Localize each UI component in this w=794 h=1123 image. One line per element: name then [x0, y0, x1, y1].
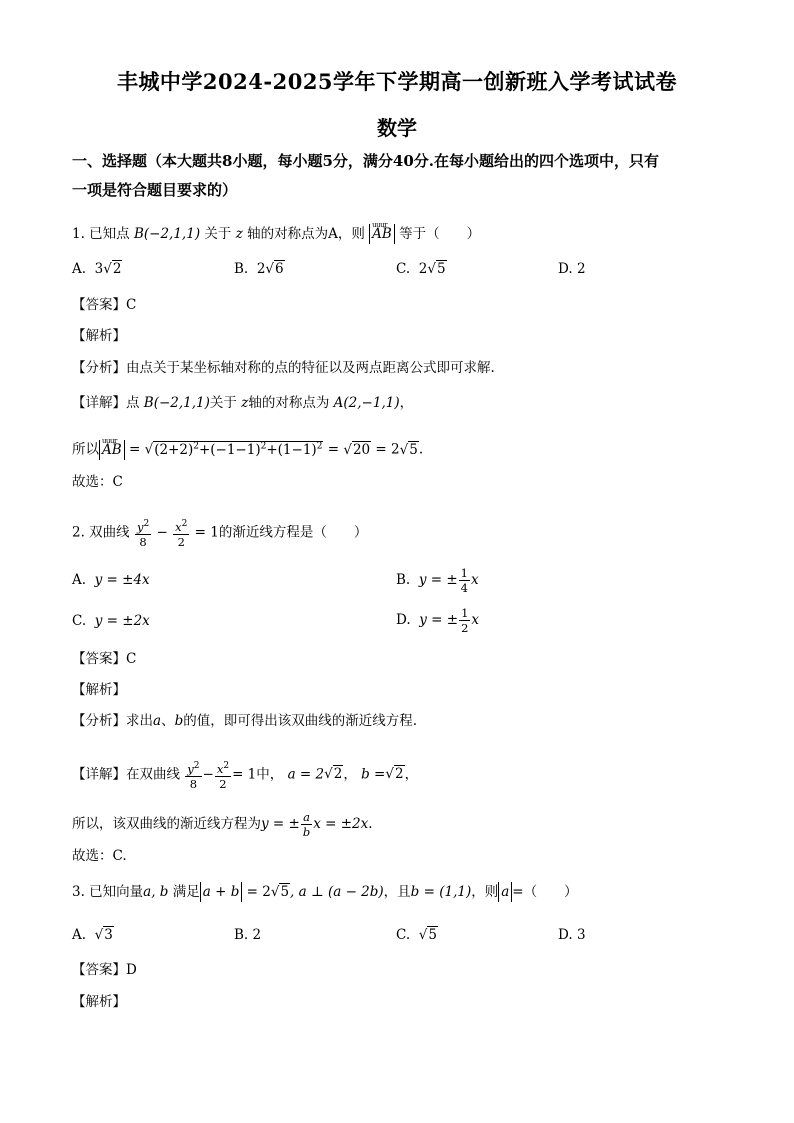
q3-option-c-letter: C.	[396, 927, 411, 943]
q2-option-a-letter: A.	[72, 572, 87, 588]
q1-mid2: 轴的对称点为A，则	[247, 226, 365, 242]
q2-xj-eq-8: 8	[189, 776, 198, 791]
q3-option-d	[558, 925, 586, 945]
q2-option-d-post: x	[471, 612, 480, 628]
q3-cond1b: = 2	[246, 884, 271, 900]
q1-prefix: 1. 已知点	[72, 226, 130, 242]
q1-option-b-coef: 2	[256, 261, 266, 277]
q2-xj-b: b =	[361, 766, 386, 783]
q2-eq-8: 8	[139, 534, 147, 549]
q2-xj-a: a = 2	[287, 766, 325, 783]
q2-analysis-label: 【解析】	[72, 682, 126, 698]
q1-answer-value: C	[126, 297, 137, 313]
q2-xiangjie: 【详解】在双曲线 $\frac{y^2}{8}$ − $\frac{x^2}{2}$ = 1中， a = 2√2， b =√2，	[72, 761, 419, 791]
q2-option-d-letter: D.	[396, 612, 411, 628]
q3-answer-label: 【答案】	[72, 962, 126, 978]
q1-option-b: B. 2√6	[234, 261, 284, 277]
q3-cond3: b = (1,1)	[410, 884, 472, 900]
q2-option-b-den: 4	[460, 581, 468, 595]
q1-choice: 故选：C	[72, 474, 123, 490]
q3-prefix: 3. 已知向量	[72, 884, 144, 900]
q2-option-d-num: 1	[461, 606, 469, 620]
q3-option-d-text: 3	[576, 927, 586, 943]
q2-fenxi-sep: 、	[161, 713, 175, 729]
q1-calc-term2: +(−1−1)	[198, 441, 261, 458]
q2-answer-label: 【答案】	[72, 651, 126, 667]
q3-cond2: , a ⊥ (a − 2b)	[290, 884, 384, 900]
q2-fenxi-label: 【分析】	[72, 713, 126, 729]
q2-fenxi-b: 的值，即可得出该双曲线的渐近线方程.	[183, 713, 418, 729]
q3-option-b-letter: B.	[234, 927, 249, 943]
q2-option-c-letter: C.	[72, 613, 87, 629]
section-heading	[72, 147, 732, 205]
q1-vector-ab: uuur AB	[372, 224, 392, 244]
q1-xj3: 轴的对称点为	[248, 395, 330, 411]
q2-fenxi-a: 求出	[126, 713, 153, 729]
q1-xiangjie-label: 【详解】	[72, 395, 126, 411]
q1-xj-axis: z	[241, 395, 249, 411]
q2-option-b-post: x	[470, 572, 479, 588]
q2-xj-comma: ，	[343, 766, 357, 783]
q3-option-b-text: 2	[252, 927, 262, 943]
q1-calc-sqrt5: 5	[409, 441, 418, 458]
q1-axis: z	[235, 226, 243, 242]
q2-option-b-letter: B.	[396, 572, 411, 588]
q2-eq-rhs: = 1	[194, 524, 219, 541]
q2-xj-eq-rhs: = 1	[232, 766, 257, 783]
q2-stem: 2. 双曲线 $\frac{y^2}{8}$ − $\frac{x^2}{2}$ = 1的渐近线方程是（ ）	[72, 519, 368, 549]
q1-option-d-text: 2	[576, 261, 586, 277]
q1-so: 所以	[72, 441, 99, 458]
q1-calc-sqrt20: 20	[352, 441, 371, 458]
q1-option-d-letter: D.	[558, 261, 573, 277]
q2-so-text: 所以，该双曲线的渐近线方程为	[72, 816, 261, 832]
q1-option-d	[558, 259, 586, 279]
q1-option-c-rad: 5	[436, 261, 446, 277]
q2-suffix: 的渐近线方程是（ ）	[218, 524, 368, 541]
q3-mid3: ，则	[471, 884, 499, 900]
q2-eq-x: x	[175, 519, 182, 534]
section-heading-line2: 一项是符合题目要求的）	[72, 181, 238, 199]
q1-mid: 关于	[204, 226, 232, 242]
q2-so	[72, 810, 373, 839]
q3-target: a	[501, 884, 510, 900]
exam-title: 丰城中学2024-2025学年下学期高一创新班入学考试试卷	[116, 69, 678, 94]
q1-fenxi	[72, 358, 495, 378]
q3-option-a-letter: A.	[72, 927, 87, 943]
q1-option-a-coef: 3	[94, 261, 104, 277]
q1-option-b-letter: B.	[234, 261, 249, 277]
q2-option-c-text: y = ±2x	[94, 613, 150, 629]
q1-fenxi-label: 【分析】	[72, 360, 126, 376]
q1-xj4: ，	[399, 395, 414, 411]
q1-option-c-letter: C.	[396, 261, 411, 277]
q2-option-a-text: y = ±4x	[94, 572, 150, 588]
q2-xj-eq-2: 2	[219, 776, 227, 791]
q2-xj-eq-y: y	[187, 761, 194, 776]
q2-fenxi-var-a: a	[153, 713, 162, 729]
q1-answer-label: 【答案】	[72, 297, 126, 313]
q2-fenxi	[72, 711, 417, 731]
q2-option-b-pre: y = ±	[418, 572, 458, 588]
q1-calc: 所以uuur AB = $√(2+2)^2+(-1-1)^2+(1-1)^2 = √20 = 2√5$.	[72, 436, 423, 460]
q3-stem: 3. 已知向量a, b 满足 a + b = 2√5, a ⊥ (a − 2b)，且b = (1,1)，则 a =（ ）	[72, 884, 578, 900]
q1-calc-eq: = 2	[375, 441, 400, 458]
q1-answer	[72, 295, 136, 315]
q2-xj-eq-x: x	[216, 761, 224, 776]
q2-option-b-num: 1	[460, 566, 468, 580]
q1-option-a-letter: A.	[72, 261, 87, 277]
q3-cond1a: a + b	[202, 884, 240, 900]
q2-xj1: 在双曲线	[126, 766, 180, 783]
q2-xiangjie-label: 【详解】	[72, 766, 126, 783]
q2-so-pre: y = ±	[261, 816, 300, 832]
q1-option-c: C. 2√5	[396, 261, 446, 277]
q2-eq-2: 2	[177, 534, 185, 549]
q1-point: B(−2,1,1)	[133, 226, 201, 242]
q1-calc-vector: uuur AB	[102, 440, 122, 460]
q3-answer	[72, 960, 137, 980]
q1-option-c-coef: 2	[418, 261, 428, 277]
q2-choice: 故选：C.	[72, 848, 127, 864]
q3-option-d-letter: D.	[558, 927, 573, 943]
q1-xj2: 关于	[209, 395, 237, 411]
q1-stem	[72, 224, 480, 244]
q2-option-a	[72, 570, 150, 590]
q3-suffix: =（ ）	[512, 884, 578, 900]
q2-xj-a-rad: 2	[333, 766, 343, 783]
q2-so-post: x = ±2x	[313, 816, 369, 832]
q3-mid2: ，且	[383, 884, 411, 900]
q3-answer-value: D	[126, 962, 137, 978]
q1-option-a-rad: 2	[112, 261, 122, 277]
q1-xj-point-b: B(−2,1,1)	[143, 395, 210, 411]
section-heading-line1: 一、选择题（本大题共8小题，每小题5分，满分40分.在每小题给出的四个选项中，只有	[72, 152, 659, 170]
q2-option-d	[396, 606, 479, 635]
q1-fenxi-text: 由点关于某坐标轴对称的点的特征以及两点距离公式即可求解.	[126, 360, 495, 376]
q3-vars: a, b	[143, 884, 169, 900]
q1-analysis-label: 【解析】	[72, 328, 126, 344]
q2-eq-y: y	[136, 519, 144, 534]
q2-answer-value: C	[126, 651, 137, 667]
exam-subject: 数学	[377, 116, 417, 140]
q3-option-a-rad: 3	[104, 927, 113, 943]
q3-option-b	[234, 925, 261, 945]
q2-option-c	[72, 611, 150, 631]
q3-option-a: A. √3	[72, 927, 113, 943]
q1-option-a: A. 3√2	[72, 261, 122, 277]
q2-option-d-pre: y = ±	[419, 612, 459, 628]
q2-fenxi-var-b: b	[174, 713, 184, 729]
q3-option-c-rad: 5	[428, 927, 437, 943]
q1-calc-term3: +(1−1)	[266, 441, 317, 458]
q2-option-d-den: 2	[461, 621, 469, 635]
q1-xiangjie	[72, 393, 413, 413]
q3-analysis-label: 【解析】	[72, 994, 126, 1010]
q1-calc-term1: (2+2)	[154, 441, 194, 458]
q2-so-end: .	[368, 816, 373, 832]
q2-answer	[72, 649, 136, 669]
q2-so-den: b	[302, 825, 311, 839]
q3-option-c: C. √5	[396, 927, 437, 943]
q1-suffix: 等于（ ）	[399, 226, 481, 242]
q1-xj-point-a: A(2,−1,1)	[333, 395, 400, 411]
q3-mid: 满足	[172, 884, 200, 900]
q1-option-b-rad: 6	[275, 261, 284, 277]
q1-xj1: 点	[126, 395, 140, 411]
q3-cond1-rad: 5	[280, 884, 290, 900]
q2-so-num: a	[301, 810, 312, 825]
q2-xj-end: ，	[404, 766, 419, 783]
q2-option-b	[396, 566, 479, 595]
q2-prefix: 2. 双曲线	[72, 524, 130, 541]
q2-xj2: 中，	[256, 766, 284, 783]
q2-xj-b-rad: 2	[394, 766, 404, 783]
